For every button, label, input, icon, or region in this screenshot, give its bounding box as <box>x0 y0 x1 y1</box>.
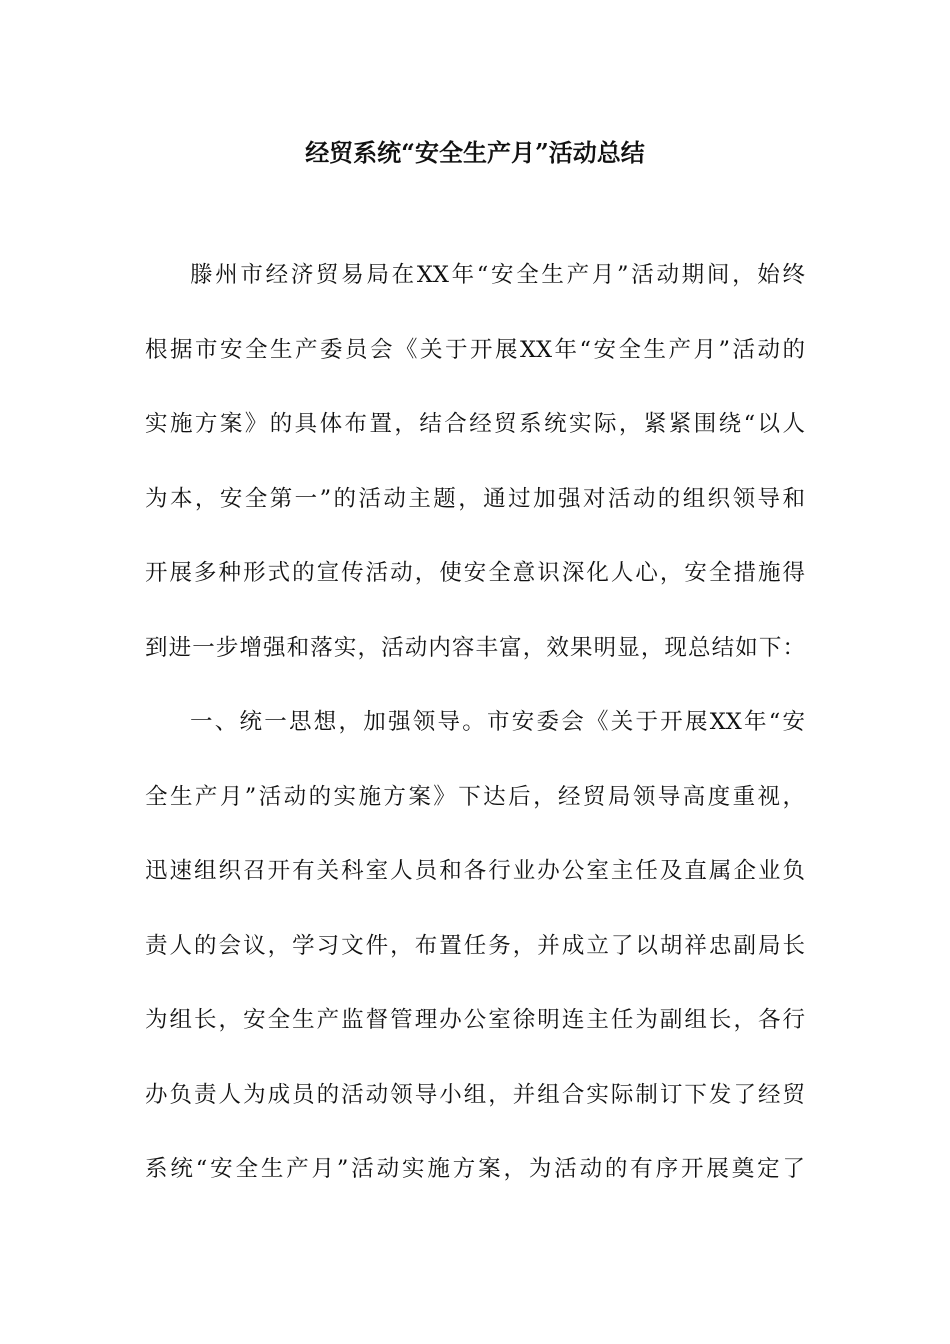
paragraph-line: 实施方案》的具体布置，结合经贸系统实际，紧紧围绕“以人 <box>145 411 805 437</box>
paragraph-line: 为本，安全第一”的活动主题，通过加强对活动的组织领导和 <box>145 485 805 512</box>
paragraph-line: 责人的会议，学习文件，布置任务，并成立了以胡祥忠副局长 <box>145 932 805 959</box>
paragraph-line: 根据市安全生产委员会《关于开展XX年“安全生产月”活动的 <box>145 336 805 363</box>
paragraph-line: 系统“安全生产月”活动实施方案，为活动的有序开展奠定了 <box>145 1156 805 1182</box>
paragraph-line: 办负责人为成员的活动领导小组，并组合实际制订下发了经贸 <box>145 1081 805 1108</box>
paragraph-line: 迅速组织召开有关科室人员和各行业办公室主任及直属企业负 <box>145 858 805 884</box>
paragraph-line: 到进一步增强和落实，活动内容丰富，效果明显，现总结如下： <box>145 634 805 661</box>
paragraph-line: 全生产月”活动的实施方案》下达后，经贸局领导高度重视， <box>145 783 805 810</box>
paragraph-line: 一、统一思想，加强领导。市安委会《关于开展XX年“安 <box>190 709 805 735</box>
paragraph-line: 为组长，安全生产监督管理办公室徐明连主任为副组长，各行 <box>145 1007 805 1033</box>
document-title: 经贸系统“安全生产月”活动总结 <box>305 138 645 167</box>
paragraph-line: 滕州市经济贸易局在XX年“安全生产月”活动期间，始终 <box>190 262 805 288</box>
document-body <box>145 255 805 1224</box>
paragraph-line: 开展多种形式的宣传活动，使安全意识深化人心，安全措施得 <box>145 560 805 586</box>
